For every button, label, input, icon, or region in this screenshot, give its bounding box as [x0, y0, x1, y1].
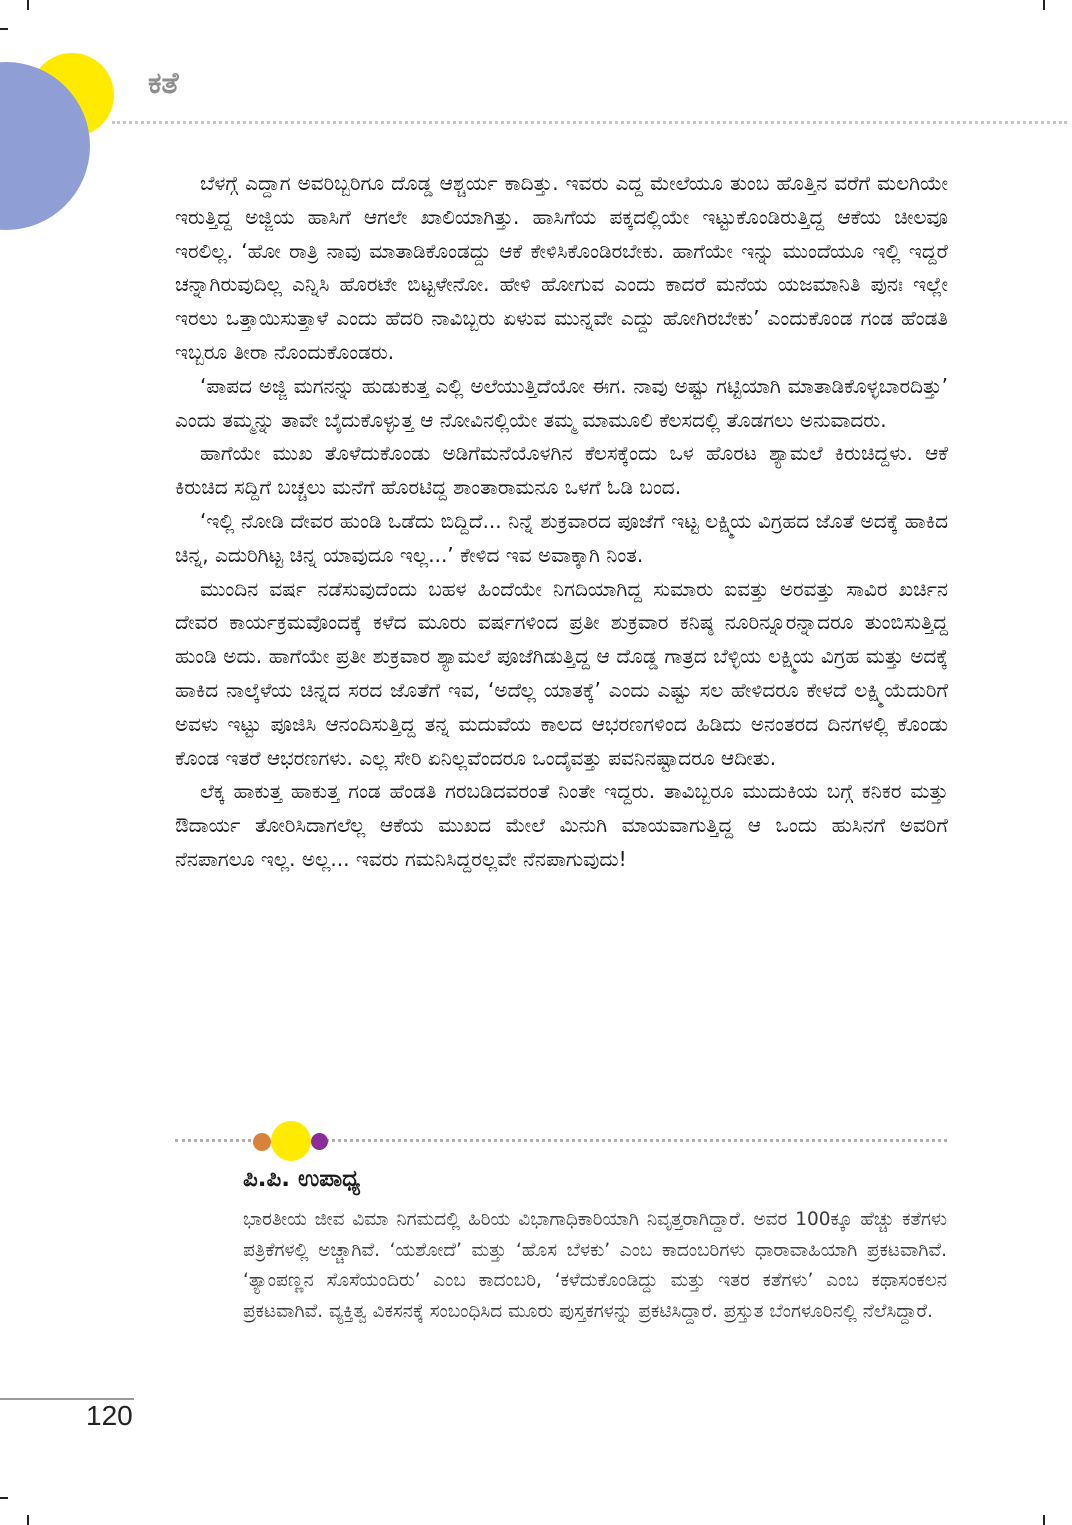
crop-mark-bottom-left-h — [0, 1497, 8, 1499]
crop-mark-top-right — [1043, 0, 1045, 10]
section-label: ಕತೆ — [148, 66, 179, 101]
header-dotted-rule — [112, 121, 1067, 124]
author-name: ಪಿ.ಪಿ. ಉಪಾಧ್ಯ — [243, 1166, 361, 1192]
author-bio: ಭಾರತೀಯ ಜೀವ ವಿಮಾ ನಿಗಮದಲ್ಲಿ ಹಿರಿಯ ವಿಭಾಗಾಧಿಕಾರಿಯಾಗಿ ನಿವೃತ್ತರಾಗಿದ್ದಾರೆ. ಅವರ 100ಕ್ಕೂ ಹೆಚ್ಚು ಕತೆಗಳು ಪತ್ರಿಕೆಗಳಲ್ಲಿ ಅಚ್ಚಾಗಿವೆ. ‘ಯಶೋದೆ’ ಮತ್ತು ‘ಹೊಸ ಬೆಳಕು’ ಎಂಬ ಕಾದಂಬರಿಗಳು ಧಾರಾವಾಹಿಯಾಗಿ ಪ್ರಕಟವಾಗಿವೆ. ‘ತ್ಯಾಂಪಣ್ಣನ ಸೊಸೆಯಂದಿರು’ ಎಂಬ ಕಾದಂಬರಿ, ‘ಕಳೆದುಕೊಂಡಿದ್ದು ಮತ್ತು ಇತರ ಕತೆಗಳು’ ಎಂಬ ಕಥಾಸಂಕಲನ ಪ್ರಕಟವಾಗಿವೆ. ವ್ಯಕ್ತಿತ್ವ ವಿಕಸನಕ್ಕೆ ಸಂಬಂಧಿಸಿದ ಮೂರು ಪುಸ್ತಕಗಳನ್ನು ಪ್ರಕಟಿಸಿದ್ದಾರೆ. ಪ್ರಸ್ತುತ ಬೆಂಗಳೂರಿನಲ್ಲಿ ನೆಲೆಸಿದ್ದಾರೆ. — [243, 1209, 947, 1322]
decorative-purple-dot — [311, 1133, 328, 1150]
story-paragraph: ‘ಇಲ್ಲಿ ನೋಡಿ ದೇವರ ಹುಂಡಿ ಒಡೆದು ಬಿದ್ದಿದೆ... ನಿನ್ನೆ ಶುಕ್ರವಾರದ ಪೂಜೆಗೆ ಇಟ್ಟ ಲಕ್ಷ್ಮಿಯ ವಿಗ್ರಹದ ಜೊತೆ ಅದಕ್ಕೆ ಹಾಕಿದ ಚಿನ್ನ, ಎದುರಿಗಿಟ್ಟ ಚಿನ್ನ ಯಾವುದೂ ಇಲ್ಲ...’ ಕೇಳಿದ ಇವ ಅವಾಕ್ಕಾಗಿ ನಿಂತ. — [175, 508, 948, 567]
story-paragraph: ಹಾಗೆಯೇ ಮುಖ ತೊಳೆದುಕೊಂಡು ಅಡಿಗೆಮನೆಯೊಳಗಿನ ಕೆಲಸಕ್ಕೆಂದು ಒಳ ಹೊರಟ ಶ್ಯಾಮಲೆ ಕಿರುಚಿದ್ದಳು. ಆಕೆ ಕಿರುಚಿದ ಸದ್ದಿಗೆ ಬಚ್ಚಲು ಮನೆಗೆ ಹೊರಟಿದ್ದ ಶಾಂತಾರಾಮನೂ ಒಳಗೆ ಓಡಿ ಬಂದ. — [175, 441, 948, 500]
crop-mark-top-left-h — [0, 28, 8, 30]
story-body — [175, 167, 948, 877]
story-paragraph: ಬೆಳಗ್ಗೆ ಎದ್ದಾಗ ಅವರಿಬ್ಬರಿಗೂ ದೊಡ್ಡ ಆಶ್ಚರ್ಯ ಕಾದಿತ್ತು. ಇವರು ಎದ್ದ ಮೇಲೆಯೂ ತುಂಬ ಹೊತ್ತಿನ ವರೆಗೆ ಮಲಗಿಯೇ ಇರುತ್ತಿದ್ದ ಅಜ್ಜಿಯ ಹಾಸಿಗೆ ಆಗಲೇ ಖಾಲಿಯಾಗಿತ್ತು. ಹಾಸಿಗೆಯ ಪಕ್ಕದಲ್ಲಿಯೇ ಇಟ್ಟುಕೊಂಡಿರುತ್ತಿದ್ದ ಆಕೆಯ ಚೀಲವೂ ಇರಲಿಲ್ಲ. ‘ಹೋ ರಾತ್ರಿ ನಾವು ಮಾತಾಡಿಕೊಂಡದ್ದು ಆಕೆ ಕೇಳಿಸಿಕೊಂಡಿರಬೇಕು. ಹಾಗೆಯೇ ಇನ್ನು ಮುಂದೆಯೂ ಇಲ್ಲಿ ಇದ್ದರೆ ಚನ್ನಾಗಿರುವುದಿಲ್ಲ ಎನ್ನಿಸಿ ಹೊರಟೇ ಬಿಟ್ಟಳೇನೋ. ಹೇಳಿ ಹೋಗುವ ಎಂದು ಕಾದರೆ ಮನೆಯ ಯಜಮಾನಿತಿ ಪುನಃ ಇಲ್ಲೇ ಇರಲು ಒತ್ತಾಯಿಸುತ್ತಾಳೆ ಎಂದು ಹೆದರಿ ನಾವಿಬ್ಬರು ಏಳುವ ಮುನ್ನವೇ ಎದ್ದು ಹೋಗಿರಬೇಕು’ ಎಂದುಕೊಂಡ ಗಂಡ ಹೆಂಡತಿ ಇಬ್ಬರೂ ತೀರಾ ನೊಂದುಕೊಂಡರು. — [175, 171, 948, 364]
decorative-yellow-dot — [271, 1121, 311, 1161]
decorative-orange-dot — [253, 1133, 271, 1151]
story-paragraph: ‘ಪಾಪದ ಅಜ್ಜಿ ಮಗನನ್ನು ಹುಡುಕುತ್ತ ಎಲ್ಲಿ ಅಲೆಯುತ್ತಿದೆಯೋ ಈಗ. ನಾವು ಅಷ್ಟು ಗಟ್ಟಿಯಾಗಿ ಮಾತಾಡಿಕೊಳ್ಳಬಾರದಿತ್ತು’ ಎಂದು ತಮ್ಮನ್ನು ತಾವೇ ಬೈದುಕೊಳ್ಳುತ್ತ ಆ ನೋವಿನಲ್ಲಿಯೇ ತಮ್ಮ ಮಾಮೂಲಿ ಕೆಲಸದಲ್ಲಿ ತೊಡಗಲು ಅನುವಾದರು. — [175, 373, 948, 432]
crop-mark-bottom-left — [27, 1515, 29, 1525]
crop-mark-bottom-right — [1043, 1515, 1045, 1525]
story-paragraph: ಮುಂದಿನ ವರ್ಷ ನಡೆಸುವುದೆಂದು ಬಹಳ ಹಿಂದೆಯೇ ನಿಗದಿಯಾಗಿದ್ದ ಸುಮಾರು ಐವತ್ತು ಅರವತ್ತು ಸಾವಿರ ಖರ್ಚಿನ ದೇವರ ಕಾರ್ಯಕ್ರಮವೊಂದಕ್ಕೆ ಕಳೆದ ಮೂರು ವರ್ಷಗಳಿಂದ ಪ್ರತೀ ಶುಕ್ರವಾರ ಕನಿಷ್ಠ ನೂರಿನ್ನೂರನ್ನಾದರೂ ತುಂಬಿಸುತ್ತಿದ್ದ ಹುಂಡಿ ಅದು. ಹಾಗೆಯೇ ಪ್ರತೀ ಶುಕ್ರವಾರ ಶ್ಯಾಮಲೆ ಪೂಜೆಗಿಡುತ್ತಿದ್ದ ಆ ದೊಡ್ಡ ಗಾತ್ರದ ಬೆಳ್ಳಿಯ ಲಕ್ಷ್ಮಿಯ ವಿಗ್ರಹ ಮತ್ತು ಅದಕ್ಕೆ ಹಾಕಿದ ನಾಲ್ಕೆಳೆಯ ಚಿನ್ನದ ಸರದ ಜೊತೆಗೆ ಇವ, ‘ಅದೆಲ್ಲ ಯಾತಕ್ಕೆ’ ಎಂದು ಎಷ್ಟು ಸಲ ಹೇಳಿದರೂ ಕೇಳದೆ ಲಕ್ಷ್ಮಿಯೆದುರಿಗೆ ಅವಳು ಇಟ್ಟು ಪೂಜಿಸಿ ಆನಂದಿಸುತ್ತಿದ್ದ ತನ್ನ ಮದುವೆಯ ಕಾಲದ ಆಭರಣಗಳಿಂದ ಹಿಡಿದು ಅನಂತರದ ದಿನಗಳಲ್ಲಿ ಕೊಂಡು ಕೊಂಡ ಇತರೆ ಆಭರಣಗಳು. ಎಲ್ಲ ಸೇರಿ ಏನಿಲ್ಲವೆಂದರೂ ಒಂದೈವತ್ತು ಪವನಿನಷ್ಟಾದರೂ ಆದೀತು. — [175, 576, 948, 770]
crop-mark-top-left — [27, 0, 29, 10]
page-number: 120 — [86, 1400, 133, 1431]
story-paragraph: ಲೆಕ್ಕ ಹಾಕುತ್ತ ಹಾಕುತ್ತ ಗಂಡ ಹೆಂಡತಿ ಗರಬಡಿದವರಂತೆ ನಿಂತೇ ಇದ್ದರು. ತಾವಿಬ್ಬರೂ ಮುದುಕಿಯ ಬಗ್ಗೆ ಕನಿಕರ ಮತ್ತು ಔದಾರ್ಯ ತೋರಿಸಿದಾಗಲೆಲ್ಲ ಆಕೆಯ ಮುಖದ ಮೇಲೆ ಮಿನುಗಿ ಮಾಯವಾಗುತ್ತಿದ್ದ ಆ ಒಂದು ಹುಸಿನಗೆ ಅವರಿಗೆ ನೆನಪಾಗಲೂ ಇಲ್ಲ. ಅಲ್ಲ... ಇವರು ಗಮನಿಸಿದ್ದರಲ್ಲವೇ ನೆನಪಾಗುವುದು! — [175, 779, 948, 871]
